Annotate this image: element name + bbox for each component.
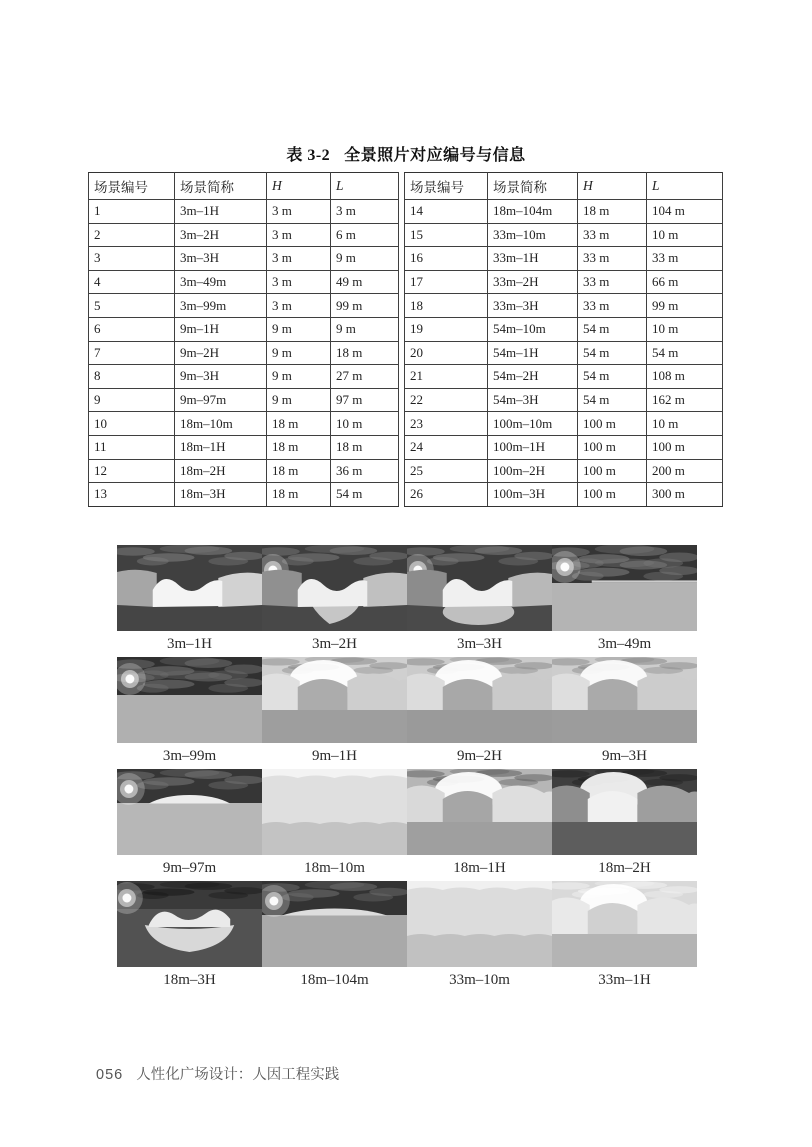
table-row [89,388,399,412]
table-cell: 9 m [331,247,399,271]
table-cell: 9 m [267,341,331,365]
panorama-image [117,545,262,631]
panorama-photo [262,769,407,881]
table-cell: 7 [89,341,175,365]
table-cell: 24 [405,435,488,459]
table-cell: 9 m [267,365,331,389]
table-cell: 12 [89,459,175,483]
table-cell: 27 m [331,365,399,389]
table-cell: 19 [405,317,488,341]
table-cell: 9 m [267,317,331,341]
table-cell: 33m–3H [488,294,578,318]
table-cell: 13 [89,483,175,507]
table-cell: 10 m [331,412,399,436]
panorama-photo [552,769,697,881]
table-cell: 3m–99m [175,294,267,318]
table-row [89,247,399,271]
table-cell: 100 m [578,483,647,507]
table-cell: 54 m [578,388,647,412]
table-cell: 49 m [331,270,399,294]
table-cell: 9 [89,388,175,412]
table-cell: 3 m [267,270,331,294]
panorama-photo [117,881,262,993]
table-cell: 100m–2H [488,459,578,483]
panorama-image [117,657,262,743]
table-cell: 33 m [578,223,647,247]
table-cell: 5 [89,294,175,318]
table-cell: 9m–3H [175,365,267,389]
table-cell: 6 m [331,223,399,247]
table-cell: 54m–1H [488,341,578,365]
column-header-scene-number: 场景编号 [405,173,488,200]
photo-caption: 9m–97m [162,860,217,876]
table-cell: 16 [405,247,488,271]
photo-caption: 33m–1H [598,972,651,988]
table-row [405,435,723,459]
table-cell: 97 m [331,388,399,412]
table-row [405,365,723,389]
info-table-left [88,172,399,507]
table-cell: 100m–3H [488,483,578,507]
table-cell: 9 m [331,317,399,341]
table-cell: 100m–10m [488,412,578,436]
photo-caption: 18m–2H [598,860,651,876]
panorama-image [262,657,407,743]
table-cell: 33m–1H [488,247,578,271]
panorama-image [552,769,697,855]
photo-caption: 18m–10m [304,860,365,876]
table-row [89,341,399,365]
table-cell: 54 m [578,341,647,365]
photo-caption: 9m–3H [602,748,647,764]
table-cell: 66 m [647,270,723,294]
table-cell: 18 m [578,200,647,224]
table-cell: 162 m [647,388,723,412]
table-cell: 100 m [578,412,647,436]
photo-caption: 9m–2H [457,748,502,764]
table-cell: 26 [405,483,488,507]
table-cell: 10 m [647,223,723,247]
table-cell: 300 m [647,483,723,507]
book-title: 人性化广场设计：人因工程实践 [136,1067,340,1083]
panorama-photo [407,657,552,769]
table-cell: 100 m [578,459,647,483]
table-cell: 17 [405,270,488,294]
table-cell: 3 [89,247,175,271]
page-footer [96,1063,339,1084]
table-cell: 22 [405,388,488,412]
table-row [89,459,399,483]
table-cell: 25 [405,459,488,483]
table-cell: 3 m [267,247,331,271]
table-cell: 54 m [578,317,647,341]
panorama-image [407,881,552,967]
panorama-photo [262,881,407,993]
table-row [405,317,723,341]
info-table [88,172,724,507]
panorama-photo [552,881,697,993]
panorama-photo [117,769,262,881]
table-cell: 6 [89,317,175,341]
table-cell: 54m–3H [488,388,578,412]
table-cell: 18 m [331,341,399,365]
table-row [405,200,723,224]
table-number: 表 3-2 [286,147,331,164]
table-row [405,247,723,271]
table-row [405,459,723,483]
panorama-image [407,657,552,743]
table-cell: 54 m [331,483,399,507]
table-cell: 18 m [267,483,331,507]
table-cell: 54 m [647,341,723,365]
table-row [405,388,723,412]
panorama-photo [262,545,407,657]
table-cell: 11 [89,435,175,459]
table-cell: 33m–10m [488,223,578,247]
table-cell: 33 m [578,294,647,318]
table-cell: 3m–3H [175,247,267,271]
table-row [405,223,723,247]
table-row [89,223,399,247]
table-cell: 200 m [647,459,723,483]
table-cell: 21 [405,365,488,389]
table-cell: 3 m [267,223,331,247]
table-row [89,270,399,294]
table-cell: 100m–1H [488,435,578,459]
table-cell: 20 [405,341,488,365]
panorama-photo [407,881,552,993]
table-caption: 全景照片对应编号与信息 [344,147,526,164]
table-cell: 100 m [647,435,723,459]
photo-caption: 3m–49m [597,636,652,652]
table-cell: 104 m [647,200,723,224]
photo-caption: 18m–1H [453,860,506,876]
panorama-image [262,545,407,631]
table-row [405,294,723,318]
table-cell: 4 [89,270,175,294]
table-cell: 18m–1H [175,435,267,459]
panorama-image [262,769,407,855]
table-cell: 23 [405,412,488,436]
panorama-image [552,881,697,967]
table-cell: 9m–1H [175,317,267,341]
column-header-scene-name: 场景简称 [488,173,578,200]
panorama-image [407,769,552,855]
table-cell: 9m–2H [175,341,267,365]
table-cell: 33 m [578,270,647,294]
table-cell: 18m–2H [175,459,267,483]
table-cell: 10 m [647,317,723,341]
panorama-photo [117,657,262,769]
table-cell: 18 m [267,412,331,436]
table-row [89,483,399,507]
panorama-image [117,769,262,855]
column-header-l: L [331,173,399,200]
page-number: 056 [96,1067,124,1083]
table-cell: 3m–1H [175,200,267,224]
table-cell: 54m–2H [488,365,578,389]
photo-caption: 3m–2H [312,636,357,652]
table-cell: 100 m [578,435,647,459]
table-cell: 33 m [647,247,723,271]
table-cell: 9 m [267,388,331,412]
panorama-image [552,545,697,631]
table-cell: 54 m [578,365,647,389]
table-cell: 108 m [647,365,723,389]
table-row [89,435,399,459]
column-header-scene-number: 场景编号 [89,173,175,200]
table-row [405,270,723,294]
table-cell: 8 [89,365,175,389]
table-header-row [405,173,723,200]
photo-caption: 3m–99m [162,748,217,764]
column-header-h: H [267,173,331,200]
table-cell: 10 [89,412,175,436]
table-cell: 18 m [267,459,331,483]
table-cell: 9m–97m [175,388,267,412]
panorama-photo [117,545,262,657]
table-header-row [89,173,399,200]
panorama-photo [407,769,552,881]
table-cell: 99 m [331,294,399,318]
photo-caption: 18m–104m [300,972,369,988]
table-row [89,294,399,318]
table-cell: 1 [89,200,175,224]
panorama-image [552,657,697,743]
photo-caption: 3m–1H [167,636,212,652]
table-title [0,142,812,165]
panorama-photo [552,657,697,769]
table-cell: 54m–10m [488,317,578,341]
panorama-image [407,545,552,631]
photo-caption: 3m–3H [457,636,502,652]
info-table-right [404,172,723,507]
table-cell: 18 m [331,435,399,459]
table-cell: 3m–2H [175,223,267,247]
table-cell: 3 m [331,200,399,224]
column-header-scene-name: 场景简称 [175,173,267,200]
table-cell: 10 m [647,412,723,436]
table-cell: 2 [89,223,175,247]
table-cell: 33m–2H [488,270,578,294]
photo-caption: 9m–1H [312,748,357,764]
table-row [405,341,723,365]
table-cell: 3 m [267,200,331,224]
photo-caption: 33m–10m [449,972,510,988]
table-cell: 3m–49m [175,270,267,294]
table-cell: 18 [405,294,488,318]
table-row [89,412,399,436]
table-cell: 36 m [331,459,399,483]
table-cell: 14 [405,200,488,224]
panorama-photo [262,657,407,769]
table-row [89,200,399,224]
table-cell: 33 m [578,247,647,271]
photo-caption: 18m–3H [163,972,216,988]
table-cell: 15 [405,223,488,247]
column-header-h: H [578,173,647,200]
table-cell: 99 m [647,294,723,318]
table-cell: 18m–10m [175,412,267,436]
table-cell: 3 m [267,294,331,318]
table-cell: 18m–104m [488,200,578,224]
panorama-image [117,881,262,967]
panorama-photo [407,545,552,657]
column-header-l: L [647,173,723,200]
panorama-photo-grid [117,545,697,993]
panorama-image [262,881,407,967]
table-row [89,365,399,389]
table-cell: 18 m [267,435,331,459]
table-row [405,483,723,507]
table-row [405,412,723,436]
table-cell: 18m–3H [175,483,267,507]
table-row [89,317,399,341]
panorama-photo [552,545,697,657]
